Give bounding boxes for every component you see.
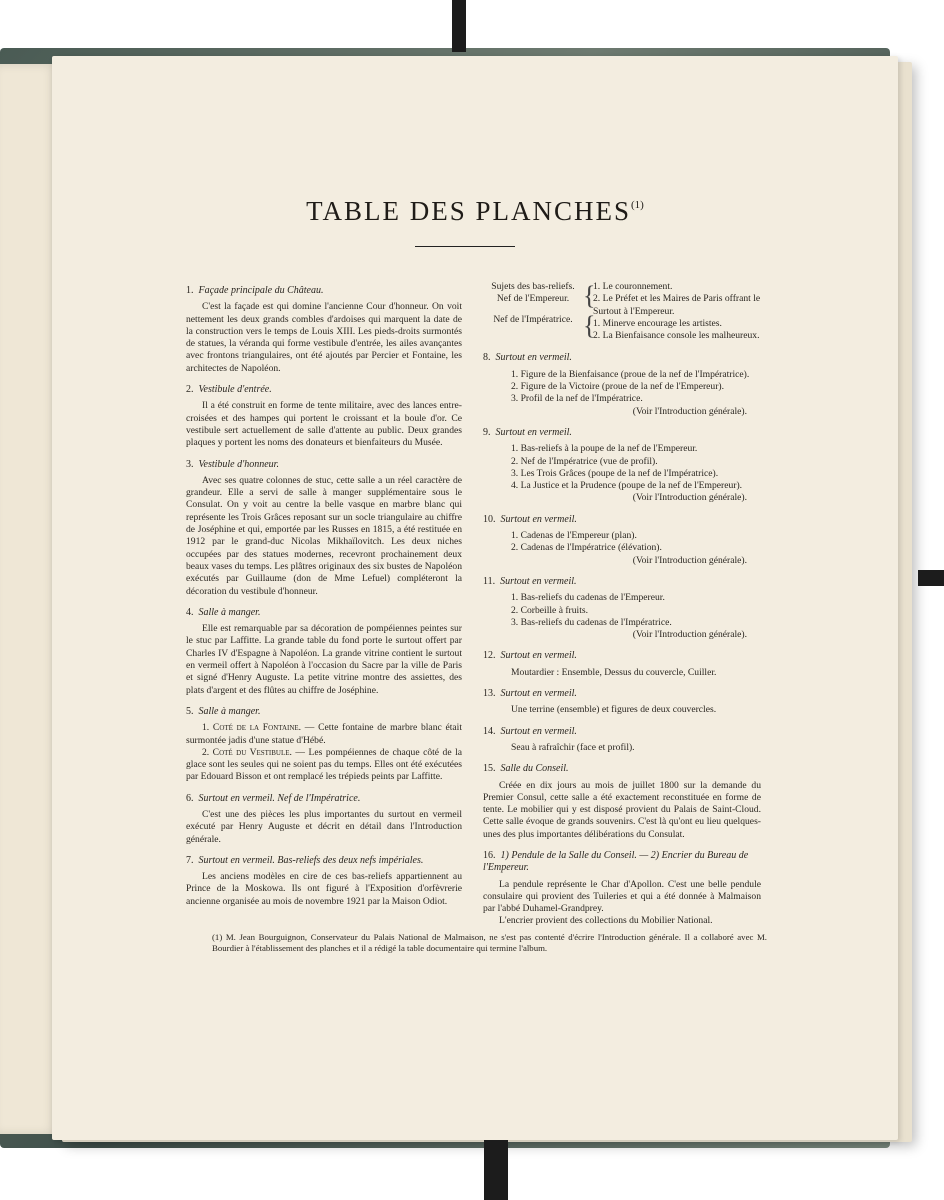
entry-1 [186,285,462,375]
left-page [0,64,60,1134]
entry-title: Surtout en vermeil. [500,725,577,737]
subitem-text: — Les pompéiennes de chaque côté de la glace sont les seules qui ne soient pas du temps. Elles ont été exécutées par Edouard Bisson et ont remplacé les trépieds peints par Laffitte. [186,746,462,783]
entry-text: La pendule représente le Char d'Apollon. C'est une belle pendule consulaire qui provient des Tuileries et qui a été donnée à Malmaison par l'abbé Duhamel-Grandprey. [483,878,761,915]
entry-heading [483,850,761,875]
entry-item: 1. Figure de la Bienfaisance (proue de la nef de l'Impératrice). [511,368,750,380]
title-text: TABLE DES PLANCHES [306,196,632,226]
entry-heading [483,352,761,364]
entry-heading [186,607,462,619]
entry-number: 8. [483,352,491,364]
entry-text: Les anciens modèles en cire de ces bas-reliefs appartiennent au Prince de la Moskowa. Ils ont figuré à l'Exposition d'orfèvrerie ancienne organisée au mois de novembre 1921 par la Maison Odiot. [186,871,462,907]
entry-number: 11. [483,575,496,587]
entry-11 [483,576,761,641]
entry-title: Salle à manger. [198,705,261,717]
entry-subitem-2 [186,747,462,784]
entry-title: Salle à manger. [198,606,261,618]
subitem-label: 2. Coté du Vestibule. [202,746,292,758]
entry-title: Façade principale du Château. [198,285,324,296]
entry-7 [186,855,462,908]
subject-item: 2. Le Préfet et les Maires de Paris offrant le Surtout à l'Empereur. [593,293,761,317]
entry-text: Créée en dix jours au mois de juillet 1800 sur la demande du Premier Consul, cette salle a été exactement reconstituée en forme de tente. Le mobilier qui y est disposé provient du Palais de Saint-Cloud. Cette salle évoque de grands souvenirs. C'est là qu'ont eu lieu quelques-unes des plus importantes délibérations du Consulat. [483,779,761,840]
entry-title: Surtout en vermeil. [500,575,577,587]
entry-reference: (Voir l'Introduction générale). [632,629,747,641]
entry-heading [483,688,761,700]
entry-reference: (Voir l'Introduction générale). [632,405,747,417]
entry-title: Surtout en vermeil. [495,426,572,438]
entry-number: 14. [483,725,496,737]
entry-item: 1. Cadenas de l'Empereur (plan). [511,530,637,542]
entry-number: 7. [186,854,194,866]
entry-item: Moutardier : Ensemble, Dessus du couvercle, Cuiller. [511,666,717,678]
entry-item: 1. Bas-reliefs du cadenas de l'Empereur. [511,592,665,604]
entry-item: Seau à rafraîchir (face et profil). [511,741,635,753]
footnote: (1) M. Jean Bourguignon, Conservateur du Palais National de Malmaison, ne s'est pas contenté d'écrire l'Introduction générale. Il a collaboré avec M. Bourdier à l'établissement des planches et il a rédigé la table documentaire qui termine l'album. [212,932,767,953]
entry-number: 12. [483,650,496,662]
entry-heading [483,763,761,775]
entry-9 [483,427,761,505]
entry-item: 1. Bas-reliefs à la poupe de la nef de l'Empereur. [511,443,698,455]
entry-number: 1. [186,285,194,296]
entry-16 [483,850,761,928]
entry-text: Il a été construit en forme de tente militaire, avec des lances entre-croisées et des hampes qui portent le croissant et la boule d'or. Ce vestibule sert actuellement de salle d'attente au public. Deux grandes plaques y portent les noms des donateurs et bienfaiteurs du Musée. [186,400,462,449]
entry-heading [186,855,462,867]
subjects-items [593,281,761,342]
entry-number: 9. [483,426,491,438]
entry-heading [186,285,462,297]
page-title [52,196,898,227]
entry-title: Surtout en vermeil. Bas-reliefs des deux nefs impériales. [198,854,424,866]
entry-title: Salle du Conseil. [500,763,569,775]
entry-13 [483,688,761,717]
entry-title: Surtout en vermeil. [500,650,577,662]
entry-item: Une terrine (ensemble) et figures de deux couvercles. [511,704,717,716]
entry-item: 2. Nef de l'Impératrice (vue de profil). [511,455,658,467]
entry-number: 6. [186,792,194,804]
entry-text: L'encrier provient des collections du Mobilier National. [499,915,713,927]
subjects-labels [483,281,583,342]
title-footnote-mark: (1) [631,199,644,211]
subject-item: 2. La Bienfaisance console les malheureux. [593,330,760,342]
entry-12 [483,650,761,679]
entry-8 [483,352,761,417]
entry-item: 3. Bas-reliefs du cadenas de l'Impératrice. [511,616,672,628]
subject-item: 1. Minerve encourage les artistes. [593,317,722,329]
entry-number: 16. [483,849,496,861]
subitem-label: 1. Coté de la Fontaine. [202,722,302,734]
subjects-block [483,281,761,342]
entry-3 [186,459,462,598]
entry-heading [186,793,462,805]
entry-10 [483,514,761,567]
entry-heading [483,650,761,662]
entry-heading [186,384,462,396]
ribbon-top [452,0,466,52]
entry-item: 3. Profil de la nef de l'Impératrice. [511,393,643,405]
entry-heading [186,459,462,471]
entry-title: Surtout en vermeil. [495,352,572,364]
entry-item: 2. Corbeille à fruits. [511,604,588,616]
entry-reference: (Voir l'Introduction générale). [632,492,747,504]
entry-number: 13. [483,688,496,700]
entry-2 [186,384,462,449]
entry-6 [186,793,462,846]
ribbon-right [918,570,944,586]
entry-heading [483,514,761,526]
left-column [186,285,462,917]
entry-title: 1) Pendule de la Salle du Conseil. — 2) Encrier du Bureau de l'Empereur. [483,849,749,874]
entry-number: 15. [483,763,496,775]
entry-text: C'est la façade est qui domine l'ancienne Cour d'honneur. On voit nettement les deux grands combles d'ardoises qui marquent la date de la construction vers le temps de Louis XIII. Les pieds-droits surmontés de statues, la véranda qui forme vestibule d'entrée, les ailes avançantes avec frontons triangulaires, ont été ajoutés par Percier et Fontaine, les architectes de Napoléon. [186,301,462,374]
subjects-label-empress: Nef de l'Impératrice. [493,313,573,325]
right-column [483,281,761,937]
brace-icon: { { [583,281,596,340]
subjects-label-emperor: Sujets des bas-reliefs. Nef de l'Empereur. [491,281,575,305]
entry-4 [186,607,462,697]
entry-5 [186,706,462,784]
ribbon-bottom [484,1140,508,1200]
entry-item: 2. Figure de la Victoire (proue de la nef de l'Empereur). [511,381,725,393]
entry-reference: (Voir l'Introduction générale). [632,554,747,566]
entry-number: 2. [186,384,194,396]
entry-title: Surtout en vermeil. [500,688,577,700]
entry-item: 2. Cadenas de l'Impératrice (élévation). [511,542,662,554]
entry-title: Vestibule d'entrée. [198,384,272,396]
entry-heading [483,576,761,588]
entry-item: 3. Les Trois Grâces (poupe de la nef de l'Impératrice). [511,467,719,479]
entry-number: 3. [186,458,194,470]
entry-heading [186,706,462,718]
entry-heading [483,427,761,439]
entry-text: Avec ses quatre colonnes de stuc, cette salle a un réel caractère de grandeur. Elle a servi de salle à manger supplémentaire sous le Consulat. On y voit au centre la belle vasque en marbre blanc qui représente les Trois Grâces reposant sur un socle triangulaire au chiffre de Joséphine et qui, emportée par les Russes en 1815, a été restituée en 1912 par le grand-duc Nicolas Mikhaïlovitch. Les deux niches occupées par des statues modernes, recevront prochainement deux beaux vases du temps. Les plâtres originaux des six bustes de Napoléon exécutés par Guillaume (don de Mme Lefuel) compléteront la décoration du vestibule d'honneur. [186,474,462,597]
entry-number: 5. [186,705,194,717]
entry-heading [483,726,761,738]
entry-text: C'est une des pièces les plus importantes du surtout en vermeil exécuté par Henry Auguste et décrit en détail dans l'Introduction générale. [186,808,462,845]
subitem-text: — Cette fontaine de marbre blanc était surmontée jadis d'une statue d'Hébé. [186,722,462,746]
entry-15 [483,763,761,841]
entry-title: Vestibule d'honneur. [198,458,279,470]
title-rule [415,246,515,247]
entry-title: Surtout en vermeil. Nef de l'Impératrice. [198,792,361,804]
entry-title: Surtout en vermeil. [500,513,577,525]
entry-item: 4. La Justice et la Prudence (poupe de la nef de l'Empereur). [511,480,743,492]
entry-number: 4. [186,606,194,618]
entry-14 [483,726,761,755]
entry-subitem-1 [186,722,462,747]
entry-text: Elle est remarquable par sa décoration de pompéiennes peintes sur le stuc par Laffitte. La grande table du fond porte le surtout offert par Charles IV d'Espagne à Napoléon. La grande vitrine contient le surtout en vermeil offert à Napoléon à l'occasion du Sacre par la ville de Paris et signé d'Henry Auguste. La petite vitrine montre des assiettes, des plats d'argent et des flûtes au chiffre de Joséphine. [186,623,462,696]
entry-number: 10. [483,513,496,525]
subject-item: 1. Le couronnement. [593,281,673,292]
